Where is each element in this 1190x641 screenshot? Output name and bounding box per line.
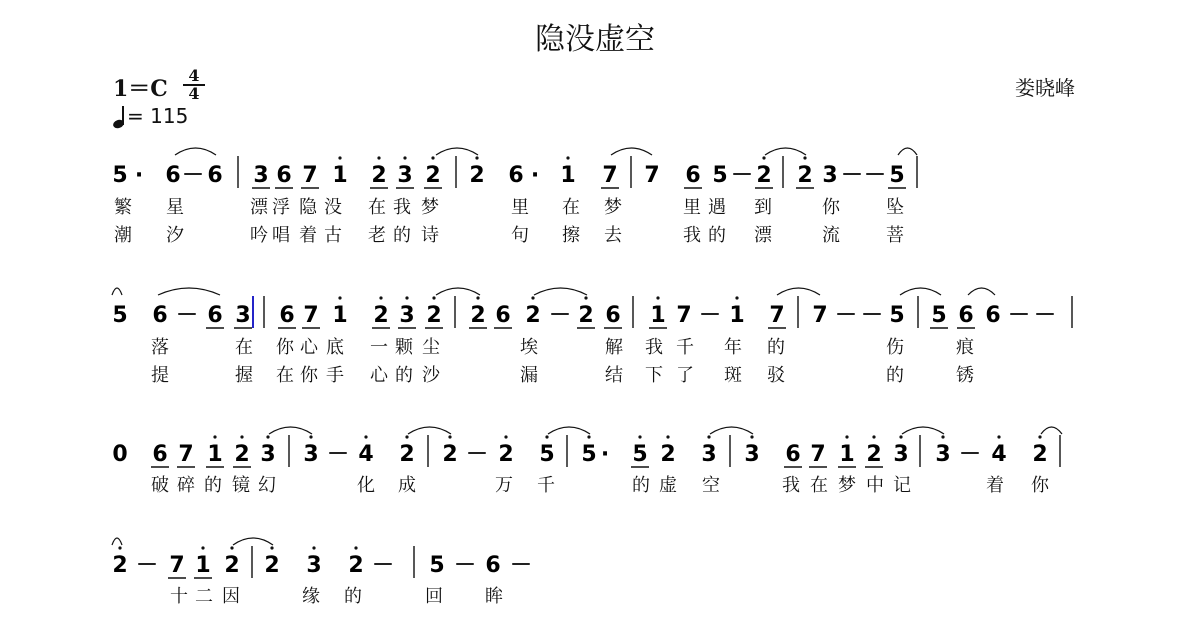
notation-line-1-token-10: 1: [332, 163, 348, 188]
notation-line-3-token-34-dot: [1038, 435, 1041, 438]
lyric-line-1-verse-1-char-5: 隐: [299, 197, 317, 218]
notation-line-3-slur-2: [408, 427, 451, 434]
notation-line-2-token-11: 2: [373, 303, 389, 328]
notation-line-1-token-1: 5: [112, 163, 128, 188]
notation-line-2-token-17: 2: [525, 303, 541, 328]
notation-line-2-token-11-dot: [379, 296, 382, 299]
lyric-line-3-verse-1-char-6: 化: [357, 475, 375, 496]
notation-line-3-token-33: 4: [991, 442, 1007, 467]
notation-line-3-token-9: －: [326, 442, 350, 467]
notation-line-3-token-29-dot: [899, 435, 902, 438]
notation-line-4-token-15: －: [509, 553, 533, 578]
notation-line-4-token-8: 3: [306, 553, 322, 578]
lyric-line-1-verse-1-char-14: 遇: [708, 197, 726, 218]
notation-line-3-token-18: 5: [581, 442, 597, 467]
notation-line-1-token-12: 3: [397, 163, 413, 188]
lyric-line-3-verse-1-char-16: 中: [866, 475, 884, 496]
notation-line-2-token-1: 5: [112, 303, 128, 328]
notation-line-2-token-5: 3: [235, 303, 251, 328]
notation-line-3-token-8-dot: [309, 435, 312, 438]
notation-line-3-token-11: 2: [399, 442, 415, 467]
notation-line-1-token-30: －: [863, 163, 887, 188]
notation-line-1-slur-4: [765, 148, 806, 155]
notation-line-1-token-11: 2: [371, 163, 387, 188]
notation-line-2-slur-4: [534, 288, 587, 295]
lyric-line-2-verse-2-char-3: 在: [276, 365, 294, 386]
lyric-line-2-verse-2-char-12: 了: [676, 365, 694, 386]
lyric-line-4-verse-1-char-4: 缘: [302, 586, 320, 607]
lyric-line-1-verse-2-char-11: 擦: [562, 225, 580, 246]
lyric-line-1-verse-1-char-9: 梦: [421, 197, 439, 218]
lyric-line-3-verse-1-char-12: 空: [702, 475, 720, 496]
lyric-line-1-verse-1-char-12: 梦: [604, 197, 622, 218]
lyric-line-2-verse-2-char-11: 下: [645, 365, 663, 386]
lyric-line-2-verse-2-char-13: 斑: [724, 365, 742, 386]
notation-line-3-token-27: 1: [839, 442, 855, 467]
notation-line-1-token-19: 7: [602, 163, 618, 188]
notation-line-3-token-22: 3: [701, 442, 717, 467]
notation-line-1-token-22: 6: [685, 163, 701, 188]
lyric-line-4-verse-1-char-5: 的: [344, 586, 362, 607]
notation-line-3-token-26: 7: [810, 442, 826, 467]
notation-line-2-token-13-dot: [432, 296, 435, 299]
lyric-line-1-verse-1-char-17: 坠: [886, 197, 904, 218]
key-signature: 1＝C: [113, 76, 168, 102]
lyric-line-2-verse-1-char-16: 痕: [956, 337, 974, 358]
lyric-line-1-verse-2-char-13: 我: [683, 225, 701, 246]
notation-line-2-token-4: 6: [207, 303, 223, 328]
notation-line-2-token-35: 6: [985, 303, 1001, 328]
notation-line-1-token-13-dot: [431, 156, 434, 159]
notation-line-1-slur-2: [436, 148, 478, 155]
lyric-line-2-verse-2-char-9: 漏: [520, 365, 538, 386]
notation-line-2-token-12: 3: [399, 303, 415, 328]
lyric-line-2-verse-2-char-7: 的: [395, 365, 413, 386]
lyric-line-1-verse-2-char-16: 流: [822, 225, 840, 246]
lyric-line-1-verse-2-char-15: 漂: [754, 225, 772, 246]
lyric-line-2-verse-1-char-1: 落: [151, 337, 169, 358]
notation-line-3-token-15-dot: [504, 435, 507, 438]
lyric-line-3-verse-1-char-8: 万: [495, 475, 513, 496]
notation-line-1-token-16: 6: [508, 163, 524, 188]
lyric-line-3-verse-1-char-17: 记: [893, 475, 911, 496]
notation-line-2-token-33: 5: [931, 303, 947, 328]
notation-line-2-token-22-dot: [656, 296, 659, 299]
notation-line-2-slur-5: [777, 288, 820, 295]
notation-line-4-token-7-dot: [270, 546, 273, 549]
notation-line-3-slur-5: [902, 427, 944, 434]
song-title: 隐没虚空: [535, 22, 655, 57]
lyric-line-3-verse-1-char-18: 着: [986, 475, 1004, 496]
composer-name: 娄晓峰: [1015, 76, 1075, 100]
lyric-line-2-verse-2-char-2: 握: [235, 365, 253, 386]
notation-line-3-token-33-dot: [997, 435, 1000, 438]
notation-line-3-token-6: 3: [260, 442, 276, 467]
notation-line-1-token-17: ·: [530, 163, 540, 188]
notation-line-2-token-28: 7: [812, 303, 828, 328]
notation-line-1-token-12-dot: [403, 156, 406, 159]
lyric-line-2-verse-2-char-15: 的: [886, 365, 904, 386]
notation-line-2-token-18: －: [548, 303, 572, 328]
notation-line-3-token-25: 6: [785, 442, 801, 467]
lyric-line-4-verse-1-char-2: 二: [195, 586, 213, 607]
notation-line-1-token-15-dot: [475, 156, 478, 159]
notation-line-1-token-18: 1: [560, 163, 576, 188]
notation-line-4-token-5-dot: [230, 546, 233, 549]
lyric-line-2-verse-1-char-10: 解: [605, 337, 623, 358]
lyric-line-2-verse-1-char-15: 伤: [886, 337, 904, 358]
notation-line-3-token-31-dot: [941, 435, 944, 438]
lyric-line-3-verse-1-char-3: 的: [204, 475, 222, 496]
notation-line-3-token-1: 0: [112, 442, 128, 467]
lyric-line-2-verse-2-char-5: 手: [326, 365, 344, 386]
notation-line-3-token-19: ·: [600, 442, 610, 467]
lyric-line-1-verse-1-char-13: 里: [683, 197, 701, 218]
notation-line-2-token-19: 2: [578, 303, 594, 328]
notation-line-2-token-20: 6: [605, 303, 621, 328]
notation-line-2-token-29: －: [834, 303, 858, 328]
notation-line-3-slur-4: [710, 427, 753, 434]
notation-line-3-slur-1: [269, 427, 312, 434]
lyric-line-2-verse-1-char-14: 的: [767, 337, 785, 358]
lyric-line-2-verse-2-char-10: 结: [605, 365, 623, 386]
notation-line-3-slur-6: [1041, 427, 1062, 434]
lyric-line-3-verse-1-char-19: 你: [1031, 475, 1049, 496]
notation-line-2-slur-7: [968, 288, 995, 295]
notation-line-2-slur-2: [158, 288, 220, 295]
notation-line-4-token-13: －: [453, 553, 477, 578]
notation-line-1-token-15: 2: [469, 163, 485, 188]
lyric-line-1-verse-1-char-3: 漂: [250, 197, 268, 218]
notation-line-3-token-34: 2: [1032, 442, 1048, 467]
lyric-line-1-verse-1-char-6: 没: [324, 197, 342, 218]
lyric-line-3-verse-1-char-1: 破: [151, 475, 169, 496]
notation-line-1-token-28: 3: [822, 163, 838, 188]
lyric-line-1-verse-1-char-11: 在: [562, 197, 580, 218]
lyric-line-3-verse-1-char-4: 镜: [232, 475, 250, 496]
notation-line-3-token-16: 5: [539, 442, 555, 467]
notation-line-1-token-9: 7: [302, 163, 318, 188]
notation-line-4-token-9: 2: [348, 553, 364, 578]
notation-line-2-token-24: －: [698, 303, 722, 328]
notation-line-3-token-5: 2: [234, 442, 250, 467]
lyric-line-1-verse-2-char-3: 吟: [250, 225, 268, 246]
notation-line-2-token-30: －: [860, 303, 884, 328]
lyric-line-3-verse-1-char-15: 梦: [838, 475, 856, 496]
lyric-line-1-verse-1-char-2: 星: [166, 197, 184, 218]
notation-line-4-token-14: 6: [485, 553, 501, 578]
time-denominator: 4: [188, 84, 200, 103]
notation-line-3-token-11-dot: [405, 435, 408, 438]
notation-line-3-token-24: 3: [744, 442, 760, 467]
notation-line-3-token-20: 5: [632, 442, 648, 467]
notation-line-3-token-4-dot: [213, 435, 216, 438]
notation-line-1-token-7: 3: [253, 163, 269, 188]
notation-line-1-slur-1: [175, 148, 216, 155]
lyric-line-2-verse-1-char-12: 千: [676, 337, 694, 358]
lyric-line-2-verse-1-char-9: 埃: [520, 337, 538, 358]
notation-line-3-token-5-dot: [240, 435, 243, 438]
notation-line-2-token-25: 1: [729, 303, 745, 328]
lyric-line-2-verse-1-char-4: 心: [300, 337, 318, 358]
notation-line-2-token-36: －: [1007, 303, 1031, 328]
notation-line-3-token-15: 2: [498, 442, 514, 467]
lyric-line-1-verse-2-char-6: 古: [324, 225, 342, 246]
notation-line-3-token-21: 2: [660, 442, 676, 467]
lyric-line-1-verse-1-char-4: 浮: [272, 197, 290, 218]
notation-line-1-token-27-dot: [803, 156, 806, 159]
notation-line-4-token-3: 7: [169, 553, 185, 578]
lyric-line-2-verse-2-char-4: 你: [300, 365, 318, 386]
notation-line-2-token-31: 5: [889, 303, 905, 328]
notation-line-3-token-29: 3: [893, 442, 909, 467]
lyric-line-2-verse-1-char-6: 一: [370, 337, 388, 358]
lyric-line-1-verse-2-char-1: 潮: [114, 225, 132, 246]
lyric-line-1-verse-2-char-7: 老: [368, 225, 386, 246]
notation-line-3-token-27-dot: [845, 435, 848, 438]
lyric-line-3-verse-1-char-5: 幻: [258, 475, 276, 496]
notation-line-4-token-7: 2: [264, 553, 280, 578]
lyric-line-1-verse-1-char-16: 你: [822, 197, 840, 218]
lyric-line-2-verse-1-char-7: 颗: [395, 337, 413, 358]
notation-line-3-token-10-dot: [364, 435, 367, 438]
notation-line-1-token-27: 2: [797, 163, 813, 188]
notation-line-2-slur-6: [900, 288, 941, 295]
lyric-line-1-verse-2-char-2: 汐: [166, 225, 184, 246]
lyric-line-1-verse-2-char-17: 菩: [886, 225, 904, 246]
lyric-line-2-verse-2-char-16: 锈: [956, 365, 974, 386]
notation-line-3-token-28: 2: [866, 442, 882, 467]
notation-line-1-token-13: 2: [425, 163, 441, 188]
lyric-line-1-verse-1-char-10: 里: [511, 197, 529, 218]
notation-line-2-token-16: 6: [495, 303, 511, 328]
lyric-line-2-verse-1-char-2: 在: [235, 337, 253, 358]
notation-line-4-token-2: －: [135, 553, 159, 578]
notation-line-3-token-4: 1: [207, 442, 223, 467]
notation-line-4-token-5: 2: [224, 553, 240, 578]
notation-line-1-token-11-dot: [377, 156, 380, 159]
notation-line-1-token-31: 5: [889, 163, 905, 188]
notation-line-3-token-13-dot: [448, 435, 451, 438]
lyric-line-2-verse-2-char-14: 驳: [767, 365, 785, 386]
notation-line-1-token-23: 5: [712, 163, 728, 188]
notation-line-4-token-4-dot: [201, 546, 204, 549]
notation-line-1-token-21: 7: [644, 163, 660, 188]
notation-line-4-token-10: －: [371, 553, 395, 578]
lyric-line-1-verse-2-char-10: 句: [511, 225, 529, 246]
lyric-line-1-verse-2-char-9: 诗: [421, 225, 439, 246]
lyric-line-1-verse-1-char-7: 在: [368, 197, 386, 218]
lyric-line-4-verse-1-char-1: 十: [170, 586, 188, 607]
notation-line-2-token-34: 6: [958, 303, 974, 328]
notation-line-3-token-31: 3: [935, 442, 951, 467]
notation-line-1-token-4: －: [181, 163, 205, 188]
notation-line-4-token-1: 2: [112, 553, 128, 578]
notation-line-2-token-15: 2: [470, 303, 486, 328]
notation-line-3-token-10: 4: [358, 442, 374, 467]
notation-line-4-token-12: 5: [429, 553, 445, 578]
lyric-line-2-verse-1-char-8: 尘: [422, 337, 440, 358]
notation-line-1-token-8: 6: [276, 163, 292, 188]
notation-line-3-token-28-dot: [872, 435, 875, 438]
lyric-line-1-verse-1-char-15: 到: [754, 197, 772, 218]
notation-line-2-token-3: －: [175, 303, 199, 328]
lyric-line-1-verse-1-char-8: 我: [393, 197, 411, 218]
lyric-line-3-verse-1-char-2: 碎: [177, 475, 195, 496]
notation-line-2-token-19-dot: [584, 296, 587, 299]
lyric-line-1-verse-2-char-4: 唱: [272, 225, 290, 246]
notation-line-4-token-1-dot: [118, 546, 121, 549]
lyric-line-4-verse-1-char-3: 因: [222, 586, 240, 607]
notation-line-2-token-8: 6: [279, 303, 295, 328]
lyric-line-3-verse-1-char-14: 在: [810, 475, 828, 496]
notation-line-3-token-3: 7: [178, 442, 194, 467]
notation-line-2-token-37: －: [1033, 303, 1057, 328]
lyric-line-3-verse-1-char-9: 千: [537, 475, 555, 496]
notation-line-2-token-15-dot: [476, 296, 479, 299]
lyric-line-4-verse-1-char-7: 眸: [485, 586, 503, 607]
notation-line-2-token-10: 1: [332, 303, 348, 328]
notation-line-3-token-18-dot: [587, 435, 590, 438]
lyric-line-2-verse-1-char-5: 底: [326, 337, 344, 358]
notation-line-1-token-18-dot: [566, 156, 569, 159]
notation-line-2-token-25-dot: [735, 296, 738, 299]
notation-line-3-slur-3: [548, 427, 590, 434]
notation-line-4-token-4: 1: [195, 553, 211, 578]
lyric-line-3-verse-1-char-11: 虚: [659, 475, 677, 496]
notation-line-3-token-14: －: [465, 442, 489, 467]
lyric-line-2-verse-1-char-13: 年: [724, 337, 742, 358]
notation-line-4-token-8-dot: [312, 546, 315, 549]
lyric-line-3-verse-1-char-7: 成: [398, 475, 416, 496]
notation-line-3-token-32: －: [958, 442, 982, 467]
notation-line-3-token-21-dot: [666, 435, 669, 438]
notation-line-3-token-24-dot: [750, 435, 753, 438]
notation-line-3-token-2: 6: [152, 442, 168, 467]
notation-line-4-slur-1: [112, 538, 122, 545]
notation-line-3-token-22-dot: [707, 435, 710, 438]
notation-line-2-slur-3: [436, 288, 480, 295]
lyric-line-1-verse-1-char-1: 繁: [114, 197, 132, 218]
notation-line-2-token-10-dot: [338, 296, 341, 299]
notation-line-4-slur-2: [233, 538, 273, 545]
lyric-line-3-verse-1-char-10: 的: [632, 475, 650, 496]
notation-line-2-token-2: 6: [152, 303, 168, 328]
notation-line-1-token-3: 6: [165, 163, 181, 188]
lyric-line-1-verse-2-char-14: 的: [708, 225, 726, 246]
notation-line-3-token-6-dot: [266, 435, 269, 438]
notation-line-3-token-8: 3: [303, 442, 319, 467]
lyric-line-1-verse-2-char-5: 着: [299, 225, 317, 246]
notation-line-2-token-17-dot: [531, 296, 534, 299]
notation-line-1-token-5: 6: [207, 163, 223, 188]
notation-line-1-slur-5: [898, 148, 917, 155]
notation-line-4-token-9-dot: [354, 546, 357, 549]
notation-line-1-token-25-dot: [762, 156, 765, 159]
notation-line-2-token-23: 7: [676, 303, 692, 328]
lyric-line-2-verse-2-char-1: 提: [151, 365, 169, 386]
notation-line-2-token-12-dot: [405, 296, 408, 299]
notation-line-3-token-13: 2: [442, 442, 458, 467]
time-numerator: 4: [183, 68, 205, 86]
notation-line-2-slur-1: [112, 288, 122, 295]
lyric-line-4-verse-1-char-6: 回: [425, 586, 443, 607]
lyric-line-1-verse-2-char-8: 的: [393, 225, 411, 246]
notation-line-3-token-20-dot: [638, 435, 641, 438]
notation-line-1-token-25: 2: [756, 163, 772, 188]
lyric-line-2-verse-1-char-11: 我: [645, 337, 663, 358]
lyric-line-3-verse-1-char-13: 我: [782, 475, 800, 496]
notation-line-1-token-29: －: [840, 163, 864, 188]
notation-line-3-token-16-dot: [545, 435, 548, 438]
notation-line-2-token-13: 2: [426, 303, 442, 328]
lyric-line-2-verse-1-char-3: 你: [276, 337, 294, 358]
notation-line-1-token-10-dot: [338, 156, 341, 159]
notation-line-1-token-2: ·: [134, 163, 144, 188]
notation-line-2-token-9: 7: [303, 303, 319, 328]
lyric-line-1-verse-2-char-12: 去: [604, 225, 622, 246]
notation-line-1-slur-3: [611, 148, 652, 155]
lyric-line-2-verse-2-char-6: 心: [370, 365, 388, 386]
notation-line-2-token-22: 1: [650, 303, 666, 328]
lyric-line-2-verse-2-char-8: 沙: [422, 365, 440, 386]
notation-line-2-token-26: 7: [769, 303, 785, 328]
tempo-value: = 115: [127, 104, 189, 128]
notation-line-1-token-24: －: [730, 163, 754, 188]
